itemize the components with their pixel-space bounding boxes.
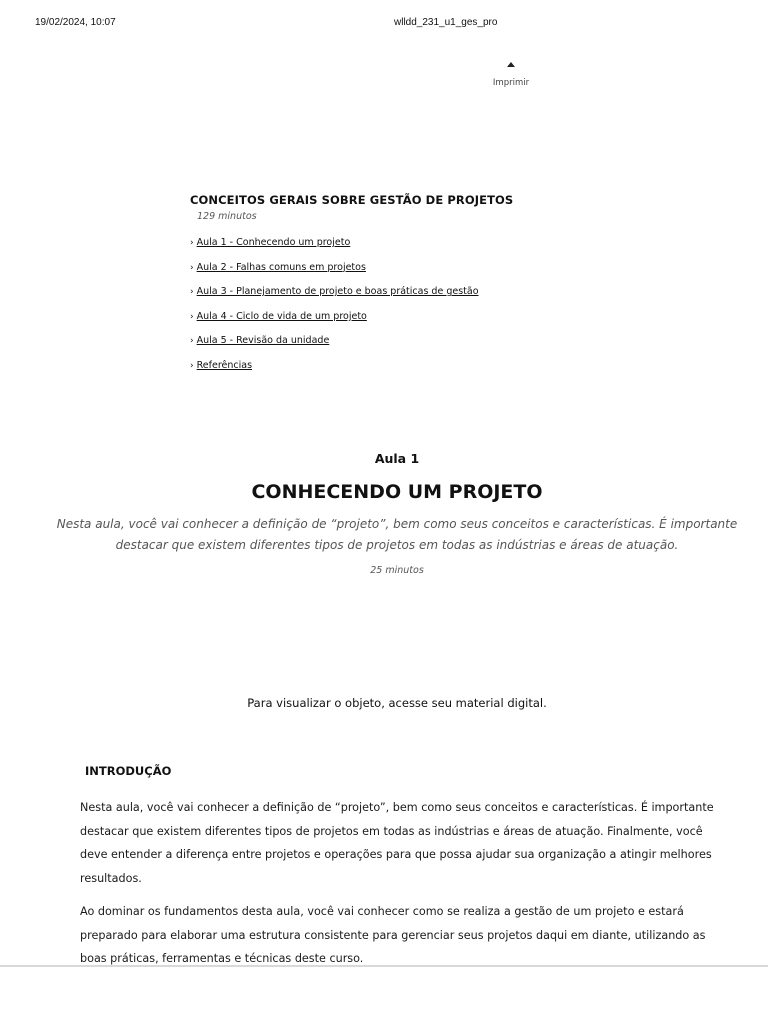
introduction-paragraph-1: Nesta aula, você vai conhecer a definição de “projeto”, bem como seus conceitos e características. É importante destacar que existem diferentes tipos de projetos em todas as indústrias e áreas de atuação. Finalmente, você deve entender a diferença entre projetos e operações para que possa ajudar sua organização a atingir melhores resultados. <box>80 801 714 886</box>
chevron-right-icon: › <box>190 311 194 322</box>
toc-item-aula-3 <box>190 280 590 305</box>
unit-duration: 129 minutos <box>197 211 257 222</box>
chevron-right-icon: › <box>190 262 194 273</box>
unit-summary <box>190 193 590 379</box>
unit-table-of-contents <box>190 231 590 379</box>
chevron-right-icon: › <box>190 238 194 248</box>
toc-link-referencias[interactable]: Referências <box>196 359 253 371</box>
chevron-right-icon: › <box>190 360 194 371</box>
introduction-paragraph-2: Ao dominar os fundamentos desta aula, você vai conhecer como se realiza a gestão de um projeto e estará preparado para elaborar uma estrutura consistente para gerenciar seus projetos daqui em diante, utilizando as boas práticas, ferramentas e técnicas deste curso. <box>80 904 706 966</box>
lesson-title: CONHECENDO UM PROJETO <box>251 481 543 503</box>
print-document-title: wlldd_231_u1_ges_pro <box>394 17 498 28</box>
introduction-heading: INTRODUÇÃO <box>85 764 172 778</box>
chevron-right-icon: › <box>190 336 194 347</box>
print-button-label: Imprimir <box>492 78 530 88</box>
toc-item-aula-5 <box>190 329 590 354</box>
lesson-summary: Nesta aula, você vai conhecer a definição de “projeto”, bem como seus conceitos e características. É importante destacar que existem diferentes tipos de projetos em todas as indústrias e áreas de atuação. <box>56 517 738 552</box>
print-header <box>0 17 768 31</box>
chevron-right-icon: › <box>190 287 194 298</box>
lesson-duration: 25 minutos <box>370 565 424 576</box>
digital-material-notice: Para visualizar o objeto, acesse seu material digital. <box>247 696 547 710</box>
toc-link-aula-1[interactable]: Aula 1 - Conhecendo um projeto <box>196 237 351 248</box>
toc-link-aula-5[interactable]: Aula 5 - Revisão da unidade <box>196 335 330 347</box>
page-break-divider <box>0 965 768 967</box>
lesson-number: Aula 1 <box>374 451 420 466</box>
toc-link-aula-3[interactable]: Aula 3 - Planejamento de projeto e boas práticas de gestão <box>196 286 479 298</box>
toc-item-aula-1 <box>190 231 590 256</box>
toc-link-aula-2[interactable]: Aula 2 - Falhas comuns em projetos <box>196 261 366 273</box>
toc-item-referencias <box>190 354 590 379</box>
unit-title: CONCEITOS GERAIS SOBRE GESTÃO DE PROJETOS <box>190 193 514 207</box>
introduction-body <box>80 796 720 980</box>
toc-link-aula-4[interactable]: Aula 4 - Ciclo de vida de um projeto <box>196 310 367 322</box>
caret-up-icon <box>507 62 515 67</box>
toc-item-aula-4 <box>190 305 590 330</box>
print-date: 19/02/2024, 10:07 <box>35 17 116 28</box>
toc-item-aula-2 <box>190 256 590 281</box>
print-button[interactable] <box>486 62 536 89</box>
